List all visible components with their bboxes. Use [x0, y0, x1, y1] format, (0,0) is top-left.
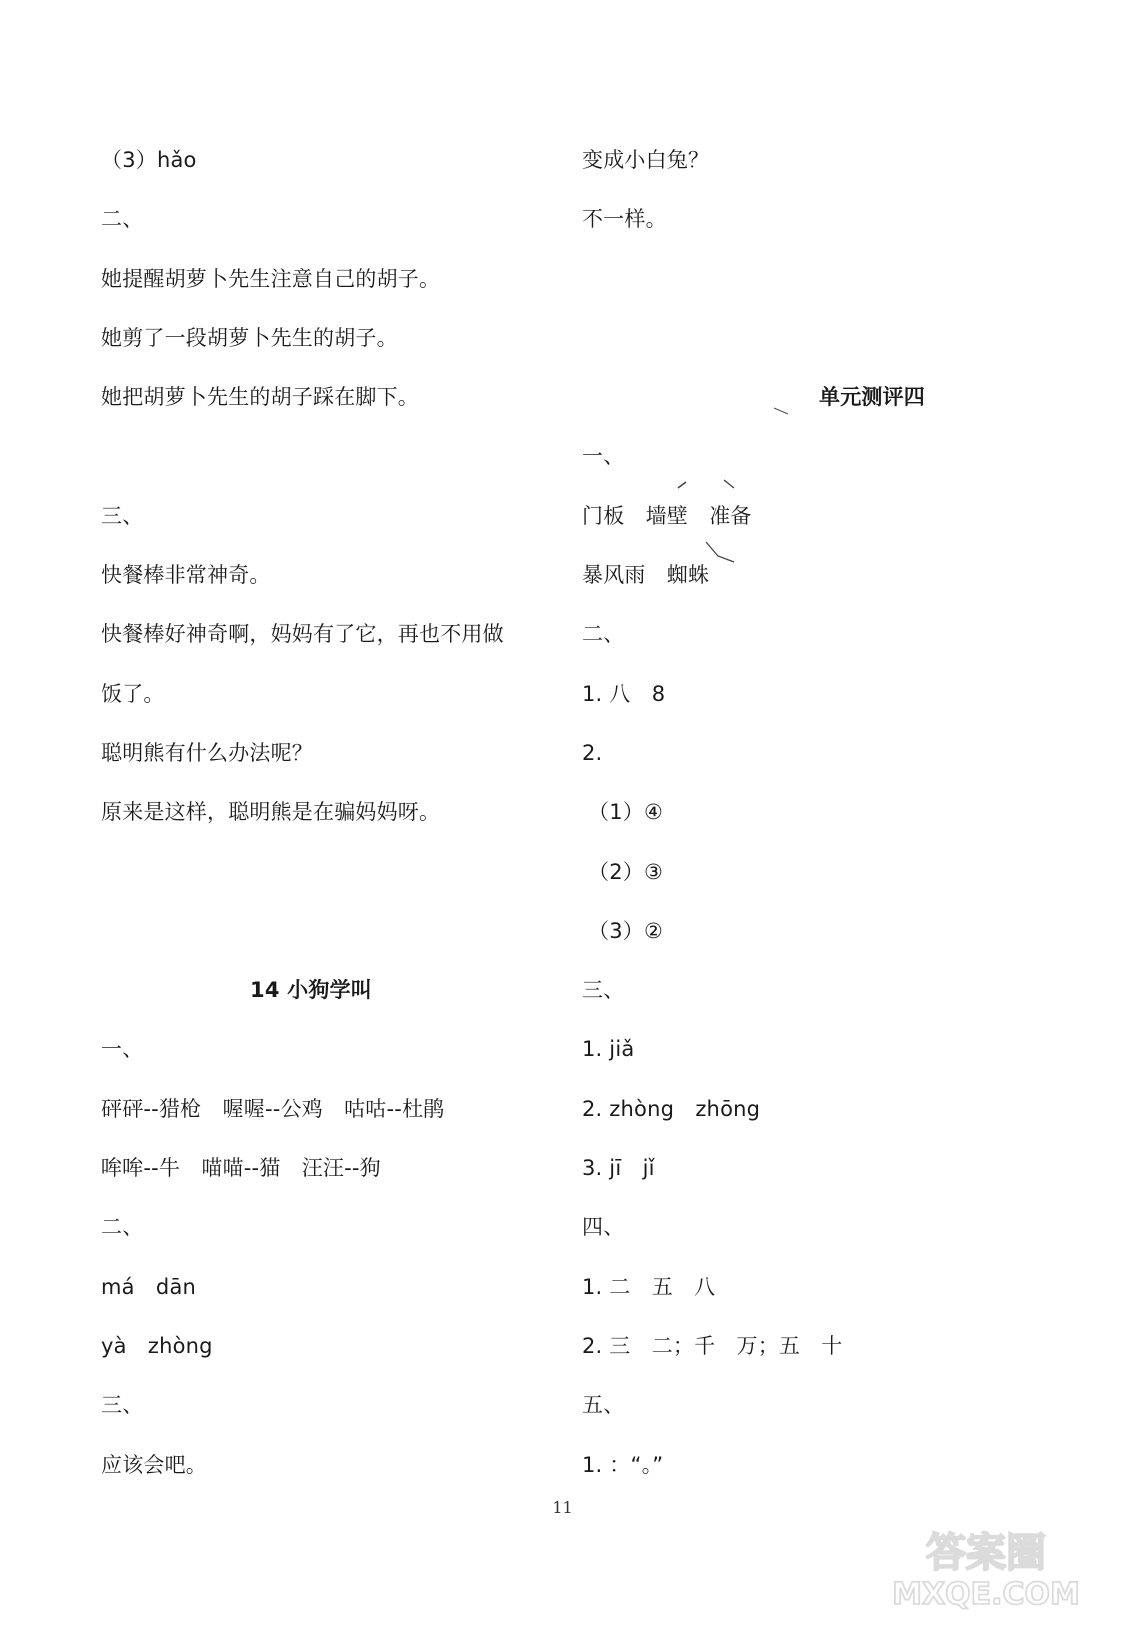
answer-line: yà zhòng [101, 1333, 213, 1358]
watermark-line2: MXQE.COM [892, 1577, 1080, 1612]
section-title: 单元测评四 [819, 385, 925, 410]
left-column [101, 138, 561, 1502]
answer-line: 四、 [582, 1215, 625, 1240]
answer-line: 变成小白兔？ [582, 148, 710, 172]
answer-line: 五、 [582, 1393, 625, 1418]
answer-line: 2. [582, 740, 603, 765]
answer-line: 快餐棒好神奇啊，妈妈有了它，再也不用做 [101, 622, 504, 647]
stray-mark-icon [676, 478, 746, 502]
page-number: 11 [552, 1498, 573, 1517]
blank-line [101, 909, 561, 968]
answer-line: 1. 八 8 [582, 681, 666, 706]
answer-line: 1. jiǎ [582, 1037, 635, 1062]
watermark-line1: 答案圈 [926, 1530, 1046, 1576]
answer-line: 二、 [101, 1215, 144, 1240]
answer-line: 2. zhòng zhōng [582, 1096, 761, 1121]
answer-line: 快餐棒非常神奇。 [101, 563, 271, 588]
answer-line: 应该会吧。 [101, 1452, 207, 1477]
answer-line: 门板 墙壁 准备 [582, 503, 752, 528]
answer-line: 一、 [582, 444, 625, 469]
right-column [582, 138, 1042, 1502]
answer-line: 三、 [101, 1393, 144, 1418]
answer-line: （3）hǎo [101, 148, 197, 172]
answer-line: 3. jī jǐ [582, 1156, 655, 1181]
answer-line: 二、 [582, 622, 625, 647]
stray-mark-icon [704, 538, 744, 568]
answer-line: 三、 [101, 503, 144, 528]
answer-line: 1. 二 五 八 [582, 1274, 716, 1299]
answer-line: 三、 [582, 978, 625, 1003]
blank-line [582, 316, 1042, 375]
answer-line: 她把胡萝卜先生的胡子踩在脚下。 [101, 385, 419, 410]
answer-line: má dān [101, 1274, 197, 1299]
section-title: 14 小狗学叫 [250, 978, 372, 1003]
blank-line [101, 434, 561, 493]
blank-line [101, 850, 561, 909]
answer-line: （2）③ [588, 859, 663, 884]
answer-line: 哞哞--牛 喵喵--猫 汪汪--狗 [101, 1156, 381, 1181]
answer-line: 1. ：“。” [582, 1452, 664, 1477]
answer-line: 2. 三 二；千 万；五 十 [582, 1333, 843, 1358]
answer-line: 她提醒胡萝卜先生注意自己的胡子。 [101, 266, 441, 291]
answer-line: 暴风雨 蜘蛛 [582, 563, 710, 588]
stray-mark-icon [772, 404, 792, 418]
answer-line: 她剪了一段胡萝卜先生的胡子。 [101, 325, 398, 350]
answer-line: 一、 [101, 1037, 144, 1062]
answer-line: 不一样。 [582, 207, 667, 232]
answer-line: 砰砰--猎枪 喔喔--公鸡 咕咕--杜鹃 [101, 1096, 445, 1121]
watermark-logo-icon [871, 1520, 1101, 1612]
answer-line: 饭了。 [101, 681, 165, 706]
answer-line: 原来是这样，聪明熊是在骗妈妈呀。 [101, 800, 441, 825]
answer-line: 二、 [101, 207, 144, 232]
answer-line: 聪明熊有什么办法呢？ [101, 740, 313, 765]
answer-line: （1）④ [588, 800, 663, 825]
blank-line [582, 257, 1042, 316]
answer-line: （3）② [588, 918, 663, 943]
